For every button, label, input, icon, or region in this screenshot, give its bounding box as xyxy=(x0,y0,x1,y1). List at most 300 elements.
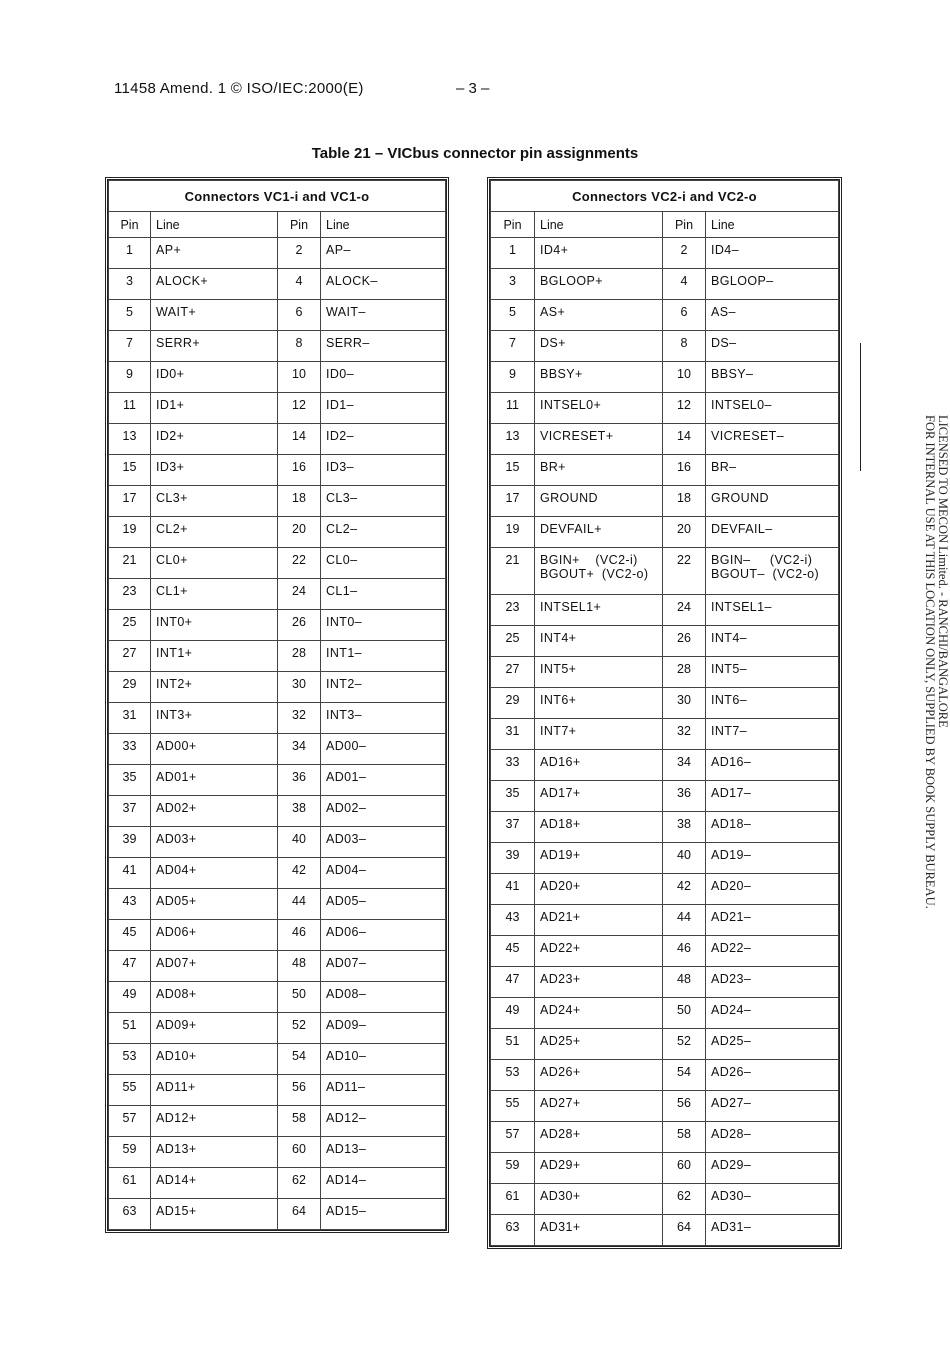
signal-line: AD03+ xyxy=(151,827,278,858)
pin-number: 37 xyxy=(491,812,535,843)
pin-number: 47 xyxy=(491,967,535,998)
table-row xyxy=(109,1106,446,1137)
table-row xyxy=(491,657,839,688)
signal-line: AD29+ xyxy=(535,1153,663,1184)
pin-number: 29 xyxy=(491,688,535,719)
signal-line: ID1– xyxy=(321,393,446,424)
table-row xyxy=(109,734,446,765)
signal-line: AD26– xyxy=(706,1060,839,1091)
signal-line: AD09– xyxy=(321,1013,446,1044)
signal-line: AD04– xyxy=(321,858,446,889)
table-row xyxy=(109,424,446,455)
pin-number: 53 xyxy=(491,1060,535,1091)
signal-line: VICRESET+ xyxy=(535,424,663,455)
signal-line: BR+ xyxy=(535,455,663,486)
pin-number: 27 xyxy=(109,641,151,672)
signal-line: BGLOOP+ xyxy=(535,269,663,300)
pin-number: 10 xyxy=(663,362,706,393)
table-row xyxy=(491,812,839,843)
table-row xyxy=(109,889,446,920)
signal-line: AD22– xyxy=(706,936,839,967)
signal-line: AD00– xyxy=(321,734,446,765)
table-row xyxy=(491,719,839,750)
table-row xyxy=(491,595,839,626)
pin-number: 38 xyxy=(278,796,321,827)
signal-line: AD20– xyxy=(706,874,839,905)
pin-number: 22 xyxy=(663,548,706,595)
signal-line: AD08+ xyxy=(151,982,278,1013)
pin-number: 9 xyxy=(109,362,151,393)
signal-line: INT2+ xyxy=(151,672,278,703)
table-row xyxy=(491,362,839,393)
table-row xyxy=(491,843,839,874)
column-header-pin: Pin xyxy=(109,212,151,238)
table-row xyxy=(491,1215,839,1246)
signal-line: INT4+ xyxy=(535,626,663,657)
pin-number: 35 xyxy=(109,765,151,796)
table-row xyxy=(491,1060,839,1091)
signal-line: AD13– xyxy=(321,1137,446,1168)
signal-line: AD26+ xyxy=(535,1060,663,1091)
signal-line: AD15– xyxy=(321,1199,446,1230)
table-row xyxy=(491,1029,839,1060)
pin-number: 33 xyxy=(109,734,151,765)
signal-line: AD22+ xyxy=(535,936,663,967)
pin-number: 16 xyxy=(278,455,321,486)
signal-line: INTSEL0+ xyxy=(535,393,663,424)
signal-line: CL1+ xyxy=(151,579,278,610)
signal-line: DEVFAIL+ xyxy=(535,517,663,548)
pin-number: 43 xyxy=(491,905,535,936)
table-row xyxy=(491,393,839,424)
pin-number: 39 xyxy=(109,827,151,858)
table-title: Connectors VC1-i and VC1-o xyxy=(109,181,446,212)
pin-number: 1 xyxy=(491,238,535,269)
signal-line: AD00+ xyxy=(151,734,278,765)
pin-number: 59 xyxy=(491,1153,535,1184)
pin-number: 13 xyxy=(109,424,151,455)
pin-number: 29 xyxy=(109,672,151,703)
signal-line: AD30– xyxy=(706,1184,839,1215)
signal-line: AD16– xyxy=(706,750,839,781)
pin-number: 20 xyxy=(663,517,706,548)
pin-number: 43 xyxy=(109,889,151,920)
signal-line: INT2– xyxy=(321,672,446,703)
pin-number: 23 xyxy=(109,579,151,610)
signal-line: CL2+ xyxy=(151,517,278,548)
signal-line: AD17– xyxy=(706,781,839,812)
pin-number: 52 xyxy=(278,1013,321,1044)
pin-number: 60 xyxy=(278,1137,321,1168)
signal-line: WAIT– xyxy=(321,300,446,331)
pin-number: 19 xyxy=(491,517,535,548)
signal-line: AD11+ xyxy=(151,1075,278,1106)
pin-number: 11 xyxy=(491,393,535,424)
pin-number: 56 xyxy=(663,1091,706,1122)
table-row xyxy=(491,548,839,595)
signal-line: AD15+ xyxy=(151,1199,278,1230)
pin-number: 8 xyxy=(663,331,706,362)
table-row xyxy=(491,331,839,362)
table-row xyxy=(109,517,446,548)
signal-line: BGLOOP– xyxy=(706,269,839,300)
signal-line: AD20+ xyxy=(535,874,663,905)
signal-line: INTSEL1+ xyxy=(535,595,663,626)
pin-number: 1 xyxy=(109,238,151,269)
signal-line: VICRESET– xyxy=(706,424,839,455)
signal-line: AP– xyxy=(321,238,446,269)
signal-line: SERR+ xyxy=(151,331,278,362)
signal-line: AD06+ xyxy=(151,920,278,951)
pin-number: 40 xyxy=(278,827,321,858)
signal-line: AD19+ xyxy=(535,843,663,874)
signal-line: AD11– xyxy=(321,1075,446,1106)
pin-number: 30 xyxy=(278,672,321,703)
signal-line: ID0+ xyxy=(151,362,278,393)
pin-number: 12 xyxy=(663,393,706,424)
column-header-line: Line xyxy=(706,212,839,238)
pin-number: 18 xyxy=(663,486,706,517)
signal-line: AP+ xyxy=(151,238,278,269)
table-row xyxy=(109,765,446,796)
pin-number: 7 xyxy=(109,331,151,362)
pin-number: 58 xyxy=(663,1122,706,1153)
table-row xyxy=(109,548,446,579)
pin-table-vc1 xyxy=(105,177,449,1233)
pin-number: 24 xyxy=(663,595,706,626)
pin-number: 28 xyxy=(278,641,321,672)
signal-line: AD13+ xyxy=(151,1137,278,1168)
pin-number: 42 xyxy=(278,858,321,889)
pin-number: 57 xyxy=(491,1122,535,1153)
pin-number: 60 xyxy=(663,1153,706,1184)
signal-line: ID1+ xyxy=(151,393,278,424)
pin-number: 32 xyxy=(278,703,321,734)
signal-line: CL0– xyxy=(321,548,446,579)
pin-number: 47 xyxy=(109,951,151,982)
pin-number: 14 xyxy=(278,424,321,455)
signal-line: ID3+ xyxy=(151,455,278,486)
pin-number: 63 xyxy=(109,1199,151,1230)
signal-line: AD24+ xyxy=(535,998,663,1029)
signal-line: INTSEL0– xyxy=(706,393,839,424)
signal-line: ID2– xyxy=(321,424,446,455)
pin-number: 61 xyxy=(491,1184,535,1215)
signal-line: WAIT+ xyxy=(151,300,278,331)
signal-line: AD28– xyxy=(706,1122,839,1153)
pin-number: 34 xyxy=(278,734,321,765)
signal-line: AD30+ xyxy=(535,1184,663,1215)
pin-number: 25 xyxy=(491,626,535,657)
pin-number: 64 xyxy=(663,1215,706,1246)
pin-number: 15 xyxy=(491,455,535,486)
pin-number: 3 xyxy=(109,269,151,300)
signal-line: CL1– xyxy=(321,579,446,610)
pin-number: 48 xyxy=(278,951,321,982)
pin-number: 16 xyxy=(663,455,706,486)
pin-number: 37 xyxy=(109,796,151,827)
pin-number: 2 xyxy=(663,238,706,269)
signal-line: INT6– xyxy=(706,688,839,719)
pin-number: 25 xyxy=(109,610,151,641)
pin-number: 44 xyxy=(278,889,321,920)
pin-number: 42 xyxy=(663,874,706,905)
pin-number: 57 xyxy=(109,1106,151,1137)
pin-table-vc2 xyxy=(487,177,842,1249)
pin-number: 63 xyxy=(491,1215,535,1246)
pin-number: 45 xyxy=(491,936,535,967)
signal-line: AD23+ xyxy=(535,967,663,998)
table-row xyxy=(109,610,446,641)
signal-line: AD31– xyxy=(706,1215,839,1246)
signal-line: AD10– xyxy=(321,1044,446,1075)
signal-line: AD23– xyxy=(706,967,839,998)
table-row xyxy=(491,1091,839,1122)
pin-number: 46 xyxy=(663,936,706,967)
pin-number: 33 xyxy=(491,750,535,781)
pin-number: 17 xyxy=(109,486,151,517)
signal-line: AD14+ xyxy=(151,1168,278,1199)
signal-line: AD05+ xyxy=(151,889,278,920)
signal-line: AD12+ xyxy=(151,1106,278,1137)
signal-line: INT7– xyxy=(706,719,839,750)
signal-line: AD19– xyxy=(706,843,839,874)
pin-number: 51 xyxy=(109,1013,151,1044)
signal-line: AD24– xyxy=(706,998,839,1029)
pin-number: 13 xyxy=(491,424,535,455)
pin-number: 19 xyxy=(109,517,151,548)
signal-line: INT4– xyxy=(706,626,839,657)
signal-line: INT1+ xyxy=(151,641,278,672)
signal-line: INT3– xyxy=(321,703,446,734)
signal-line: INT1– xyxy=(321,641,446,672)
pin-number: 35 xyxy=(491,781,535,812)
table-row xyxy=(109,455,446,486)
signal-line: AD27– xyxy=(706,1091,839,1122)
pin-number: 7 xyxy=(491,331,535,362)
table-row xyxy=(109,1013,446,1044)
table-row xyxy=(109,331,446,362)
pin-number: 15 xyxy=(109,455,151,486)
pin-number: 36 xyxy=(278,765,321,796)
pin-number: 55 xyxy=(491,1091,535,1122)
pin-number: 9 xyxy=(491,362,535,393)
table-body xyxy=(109,238,446,1230)
pin-number: 64 xyxy=(278,1199,321,1230)
signal-line: ID4– xyxy=(706,238,839,269)
pin-number: 24 xyxy=(278,579,321,610)
pin-number: 6 xyxy=(278,300,321,331)
signal-line: CL0+ xyxy=(151,548,278,579)
pin-number: 59 xyxy=(109,1137,151,1168)
table-row xyxy=(491,1184,839,1215)
pin-number: 48 xyxy=(663,967,706,998)
signal-line: INT5+ xyxy=(535,657,663,688)
pin-number: 6 xyxy=(663,300,706,331)
table-row xyxy=(109,827,446,858)
signal-line: AD10+ xyxy=(151,1044,278,1075)
signal-line: AD09+ xyxy=(151,1013,278,1044)
pin-number: 55 xyxy=(109,1075,151,1106)
table-row xyxy=(491,688,839,719)
signal-line: GROUND xyxy=(706,486,839,517)
column-header-line: Line xyxy=(151,212,278,238)
signal-line: BBSY– xyxy=(706,362,839,393)
signal-line: CL3+ xyxy=(151,486,278,517)
pin-number: 17 xyxy=(491,486,535,517)
pin-number: 62 xyxy=(663,1184,706,1215)
pin-number: 11 xyxy=(109,393,151,424)
pin-number: 31 xyxy=(109,703,151,734)
signal-line: AD21+ xyxy=(535,905,663,936)
signal-line: DS+ xyxy=(535,331,663,362)
table-row xyxy=(109,1168,446,1199)
table-row xyxy=(491,750,839,781)
signal-line: AD05– xyxy=(321,889,446,920)
table-row xyxy=(109,858,446,889)
signal-line: ID3– xyxy=(321,455,446,486)
signal-line: ID0– xyxy=(321,362,446,393)
pin-number: 50 xyxy=(278,982,321,1013)
signal-line: BBSY+ xyxy=(535,362,663,393)
table-row xyxy=(109,300,446,331)
pin-number: 54 xyxy=(663,1060,706,1091)
table-row xyxy=(109,486,446,517)
pin-number: 50 xyxy=(663,998,706,1029)
table-row xyxy=(109,672,446,703)
signal-line: ALOCK– xyxy=(321,269,446,300)
signal-line: AD02– xyxy=(321,796,446,827)
signal-line: AS+ xyxy=(535,300,663,331)
signal-line: AD08– xyxy=(321,982,446,1013)
signal-line: BGIN– (VC2-i) BGOUT– (VC2-o) xyxy=(706,548,839,595)
table-row xyxy=(109,393,446,424)
table-row xyxy=(491,998,839,1029)
table-row xyxy=(491,936,839,967)
table-row xyxy=(109,1044,446,1075)
signal-line: AD21– xyxy=(706,905,839,936)
table-row xyxy=(109,641,446,672)
table-row xyxy=(109,1075,446,1106)
signal-line: AD01+ xyxy=(151,765,278,796)
pin-number: 38 xyxy=(663,812,706,843)
signal-line: INT5– xyxy=(706,657,839,688)
signal-line: INT0+ xyxy=(151,610,278,641)
pin-number: 53 xyxy=(109,1044,151,1075)
pin-number: 32 xyxy=(663,719,706,750)
table-row xyxy=(491,1153,839,1184)
pin-number: 21 xyxy=(109,548,151,579)
signal-line: AS– xyxy=(706,300,839,331)
signal-line: AD31+ xyxy=(535,1215,663,1246)
signal-line: AD16+ xyxy=(535,750,663,781)
pin-number: 4 xyxy=(663,269,706,300)
pin-number: 31 xyxy=(491,719,535,750)
signal-line: AD14– xyxy=(321,1168,446,1199)
pin-number: 56 xyxy=(278,1075,321,1106)
signal-line: AD28+ xyxy=(535,1122,663,1153)
pin-number: 34 xyxy=(663,750,706,781)
pin-number: 20 xyxy=(278,517,321,548)
table-row xyxy=(491,1122,839,1153)
pin-number: 40 xyxy=(663,843,706,874)
signal-line: INTSEL1– xyxy=(706,595,839,626)
table-row xyxy=(109,1137,446,1168)
signal-line: AD02+ xyxy=(151,796,278,827)
table-row xyxy=(491,238,839,269)
column-header-line: Line xyxy=(321,212,446,238)
signal-line: BGIN+ (VC2-i) BGOUT+ (VC2-o) xyxy=(535,548,663,595)
signal-line: AD01– xyxy=(321,765,446,796)
pin-number: 41 xyxy=(491,874,535,905)
pin-number: 52 xyxy=(663,1029,706,1060)
table-row xyxy=(491,269,839,300)
signal-line: INT3+ xyxy=(151,703,278,734)
signal-line: AD18+ xyxy=(535,812,663,843)
signal-line: AD25– xyxy=(706,1029,839,1060)
signal-line: ID2+ xyxy=(151,424,278,455)
signal-line: CL3– xyxy=(321,486,446,517)
signal-line: INT6+ xyxy=(535,688,663,719)
table-row xyxy=(491,781,839,812)
signal-line: DS– xyxy=(706,331,839,362)
table-row xyxy=(491,517,839,548)
column-header-pin: Pin xyxy=(491,212,535,238)
table-row xyxy=(109,982,446,1013)
pin-number: 27 xyxy=(491,657,535,688)
table-title: Connectors VC2-i and VC2-o xyxy=(491,181,839,212)
pin-number: 3 xyxy=(491,269,535,300)
table-row xyxy=(109,238,446,269)
signal-line: AD04+ xyxy=(151,858,278,889)
table-row xyxy=(109,269,446,300)
pin-number: 46 xyxy=(278,920,321,951)
signal-line: AD29– xyxy=(706,1153,839,1184)
table-row xyxy=(491,486,839,517)
signal-line: INT0– xyxy=(321,610,446,641)
column-header-line: Line xyxy=(535,212,663,238)
pin-number: 26 xyxy=(278,610,321,641)
table-row xyxy=(491,905,839,936)
pin-number: 23 xyxy=(491,595,535,626)
revision-bar xyxy=(860,343,861,471)
table-caption: Table 21 – VICbus connector pin assignments xyxy=(311,145,639,162)
signal-line: AD12– xyxy=(321,1106,446,1137)
table-body xyxy=(491,238,839,1246)
pin-number: 22 xyxy=(278,548,321,579)
pin-number: 39 xyxy=(491,843,535,874)
table-row xyxy=(109,796,446,827)
pin-number: 62 xyxy=(278,1168,321,1199)
pin-number: 28 xyxy=(663,657,706,688)
table-row xyxy=(491,967,839,998)
pin-number: 14 xyxy=(663,424,706,455)
table-row xyxy=(109,703,446,734)
table-row xyxy=(491,626,839,657)
signal-line: ID4+ xyxy=(535,238,663,269)
table-row xyxy=(491,455,839,486)
license-watermark: LICENSED TO MECON Limited. - RANCHI/BANGALORE FOR INTERNAL USE AT THIS LOCATION ONLY, SUPPLIED BY BOOK SUPPLY BUREAU. xyxy=(923,415,950,909)
table-row xyxy=(109,920,446,951)
pin-number: 18 xyxy=(278,486,321,517)
signal-line: ALOCK+ xyxy=(151,269,278,300)
pin-number: 51 xyxy=(491,1029,535,1060)
pin-number: 36 xyxy=(663,781,706,812)
signal-line: AD17+ xyxy=(535,781,663,812)
signal-line: AD07– xyxy=(321,951,446,982)
table-row xyxy=(109,579,446,610)
pin-number: 49 xyxy=(491,998,535,1029)
